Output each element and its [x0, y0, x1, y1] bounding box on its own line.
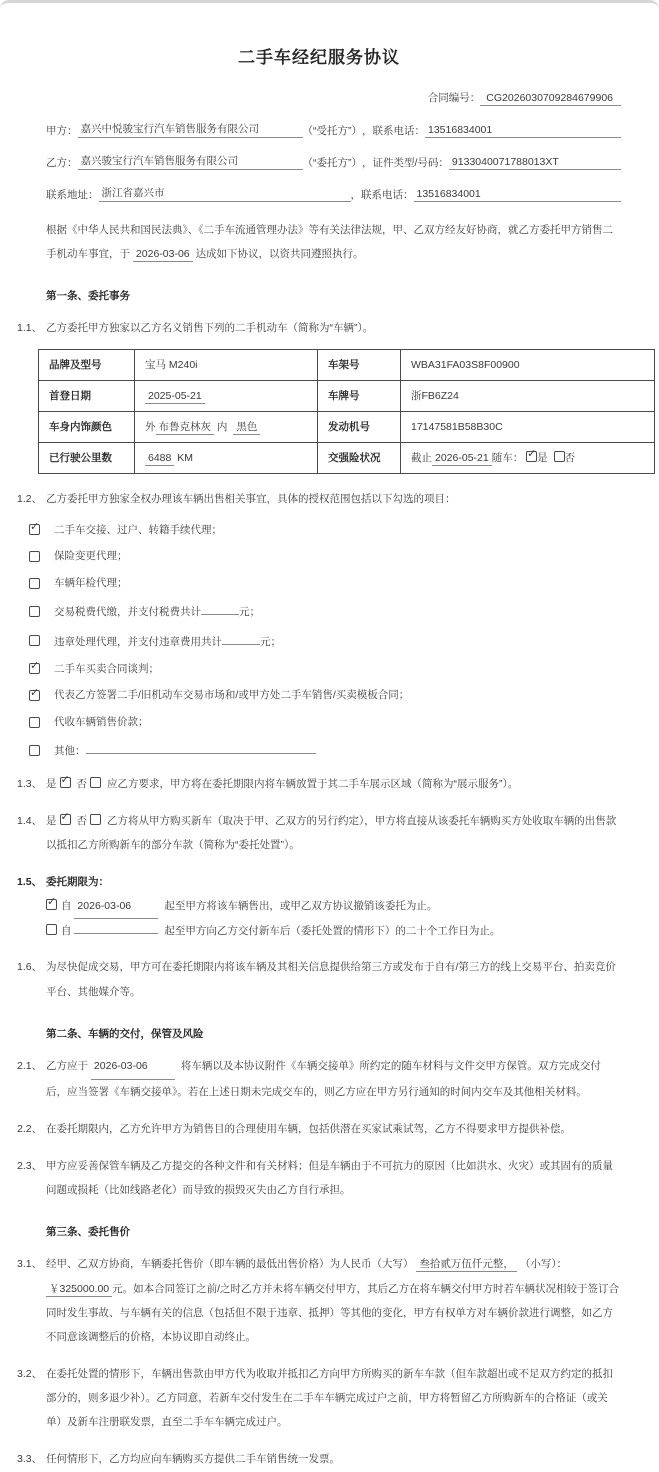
- intro-paragraph: [46, 218, 621, 266]
- insurance-suffix: 随车：: [491, 452, 524, 465]
- mileage-unit: KM: [177, 451, 194, 464]
- item-text-post: 元；: [239, 606, 260, 619]
- clause-text: 为尽快促成交易，甲方可在委托期限内将该车辆及其相关信息提供给第三方或发布于自有/第三方的线上交易平台、拍卖竞价平台、其他媒介等。: [46, 961, 616, 998]
- clause-3-3: [17, 1447, 621, 1471]
- clause-text: 乙方委托甲方独家全权办理该车辆出售相关事宜，具体的授权范围包括以下勾选的项目：: [46, 493, 456, 506]
- clause-text-pre: 经甲、乙双方协商，车辆委托售价（即车辆的最低出售价格）为人民币（大写）: [46, 1258, 414, 1271]
- clause-text-mid: （小写）：: [519, 1258, 568, 1271]
- table-row: [39, 443, 655, 474]
- engine-number-label: 发动机号: [318, 412, 401, 443]
- plate-number-label: 车牌号: [318, 381, 401, 412]
- clause-text: [46, 809, 621, 857]
- insurance-status-value: [401, 443, 655, 474]
- display-service-no-checkbox[interactable]: [90, 777, 101, 788]
- clause-text-post: 将车辆以及本协议附件《车辆交接单》所约定的随车材料与文件交甲方保管。双方完成交付后，应当签署《车辆交接单》。若在上述日期未完成交车的，则乙方应在甲方另行通知的时间内交车及其他相关材料。: [46, 1059, 601, 1098]
- insurance-no-label: 否: [564, 452, 576, 465]
- checklist-item-label: [54, 603, 260, 619]
- clause-number: 3.3、: [17, 1453, 43, 1466]
- item-text-pre: 违章处理代理，并支付违章费用共计: [54, 635, 222, 648]
- exterior-prefix: 外: [145, 420, 156, 433]
- interior-prefix: 内: [216, 420, 228, 433]
- item-text-pre: 其他：: [54, 745, 86, 758]
- clause-text: 乙方委托甲方独家以乙方名义销售下列的二手机动车（简称为“车辆”）。: [46, 322, 374, 335]
- agreement-date-field: 2026-03-06: [133, 248, 193, 262]
- collect-payment-checkbox[interactable]: [29, 717, 40, 728]
- clause-number: 3.2、: [17, 1368, 43, 1381]
- period-option-2-checkbox[interactable]: [46, 924, 57, 935]
- item-text-pre: 交易税费代缴，并支付税费共计: [54, 606, 201, 619]
- section-1-heading: 第一条、委托事务: [46, 290, 130, 303]
- clause-1-5: [17, 870, 621, 942]
- party-a-row: [46, 121, 621, 138]
- vin-label: 车架号: [318, 350, 401, 381]
- price-in-figures-field: ￥325000.00: [46, 1283, 112, 1297]
- contract-number-value: CG2026030709284679906: [480, 92, 621, 106]
- party-b-name-field: 嘉兴骏宝行汽车销售服务有限公司: [78, 153, 303, 170]
- sign-contract-checkbox[interactable]: [29, 690, 40, 701]
- handover-checkbox[interactable]: [29, 524, 40, 535]
- tax-amount-blank-field[interactable]: [201, 603, 239, 615]
- party-a-phone-label: ，联系电话：: [362, 125, 425, 137]
- clause-number: 1.4、: [17, 815, 43, 828]
- party-b-id-label: ，证件类型/号码：: [362, 157, 449, 169]
- party-a-phone-field: 13516834001: [425, 124, 621, 138]
- brand-model-label: 品牌及型号: [39, 350, 135, 381]
- table-row: [39, 412, 655, 443]
- checklist-item-insurance-change: [29, 550, 621, 563]
- other-checkbox[interactable]: [29, 745, 40, 756]
- checklist-item-tax-payment: [29, 603, 621, 619]
- clause-2-1: [17, 1054, 621, 1104]
- insurance-yes-label: 是: [537, 452, 548, 465]
- checklist-item-annual-inspection: [29, 577, 621, 590]
- clause-body-text: 应乙方要求，甲方将在委托期限内将车辆放置于其二手车展示区域（简称为“展示服务”）。: [107, 777, 519, 790]
- contract-number-label: 合同编号：: [427, 92, 481, 104]
- no-label: 否: [76, 815, 87, 828]
- authorization-checklist: [29, 524, 621, 758]
- other-blank-field[interactable]: [86, 742, 316, 754]
- clause-3-1: [17, 1252, 621, 1349]
- first-registration-value: [135, 381, 318, 412]
- insurance-status-label: 交强险状况: [318, 443, 401, 474]
- contact-phone-field: 13516834001: [414, 188, 622, 202]
- clause-text: [46, 1054, 621, 1104]
- option-text-pre: 自: [61, 900, 72, 913]
- clause-text: [46, 1252, 621, 1349]
- checklist-item-handover: [29, 524, 621, 537]
- first-registration-date-field: 2025-05-21: [145, 390, 205, 404]
- table-row: [39, 381, 655, 412]
- option-text-post: 起至甲方将该车辆售出，或甲乙双方协议撤销该委托为止。: [164, 900, 438, 913]
- party-b-label: 乙方：: [46, 157, 78, 169]
- contract-negotiation-checkbox[interactable]: [29, 663, 40, 674]
- clause-1-2: [17, 487, 621, 511]
- party-a-label: 甲方：: [46, 125, 78, 137]
- clause-text: 在委托处置的情形下，车辆出售款由甲方代为收取并抵扣乙方向甲方所购买的新车车款（但车款超出或不足双方约定的抵扣部分的，则多退少补）。乙方同意，若新车交付发生在二手车车辆完成过户之前，甲方将暂留乙方所购新车的合格证（或关单）及新车注册联发票，直至二手车车辆完成过户。: [46, 1368, 613, 1429]
- item-text-post: 元；: [260, 635, 281, 648]
- contact-address-row: [46, 185, 621, 202]
- violation-amount-blank-field[interactable]: [222, 633, 260, 645]
- intro-text-pre: 根据《中华人民共和国民法典》、《二手车流通管理办法》等有关法律法规，甲、乙双方经友好协商，就乙方委托甲方销售二手机动车事宜，于: [46, 224, 613, 261]
- color-label: 车身内饰颜色: [39, 412, 135, 443]
- checklist-item-label: 保险变更代理；: [54, 550, 128, 563]
- intro-text-post: 达成如下协议，以资共同遵照执行。: [195, 248, 364, 261]
- yes-label: 是: [46, 777, 57, 790]
- section-3-heading: 第三条、委托售价: [46, 1226, 130, 1239]
- entrusted-disposal-no-checkbox[interactable]: [90, 814, 101, 825]
- clause-text-post: 元。如本合同签订之前/之时乙方并未将车辆交付甲方，其后乙方在将车辆交付甲方时若车辆状况相较于签订合同时发生事故、与车辆有关的信息（包括但不限于违章、抵押）等其他的变化，甲方有权单方对车辆价款进行调整，如乙方不同意该调整后的价格，本协议即自动终止。: [46, 1282, 620, 1343]
- checklist-item-contract-negotiation: [29, 663, 621, 676]
- checklist-item-violation-handling: [29, 633, 621, 649]
- checklist-item-label: [54, 633, 281, 649]
- insurance-prefix: 截止: [411, 452, 432, 465]
- insurance-change-checkbox[interactable]: [29, 551, 40, 562]
- insurance-yes-checkbox[interactable]: [526, 451, 537, 462]
- clause-1-4: [17, 809, 621, 857]
- clause-text: 在委托期限内，乙方允许甲方为销售目的合理使用车辆，包括供潜在买家试乘试驾，乙方不得要求甲方提供补偿。: [46, 1123, 571, 1136]
- party-b-role: （“委托方”）: [302, 157, 362, 169]
- mileage-label: 已行驶公里数: [39, 443, 135, 474]
- tax-payment-checkbox[interactable]: [29, 606, 40, 617]
- brand-model-value: 宝马 M240i: [135, 350, 318, 381]
- period-start-date-field: 2026-03-06: [74, 896, 158, 919]
- clause-number: 1.5、: [17, 876, 43, 889]
- clause-text-pre: 乙方应于: [46, 1059, 88, 1072]
- engine-number-value: 17147581B58B30C: [401, 412, 655, 443]
- clause-text: 任何情形下，乙方均应向车辆购买方提供二手车销售统一发票。: [46, 1453, 340, 1466]
- clause-text: [46, 870, 621, 942]
- party-b-id-field: 9133040071788013XT: [449, 156, 621, 170]
- clause-number: 1.1、: [17, 322, 43, 335]
- party-b-row: [46, 153, 621, 170]
- clause-number: 1.2、: [17, 493, 43, 506]
- entrusted-disposal-yes-checkbox[interactable]: [60, 814, 71, 825]
- contract-number-row: [17, 90, 621, 106]
- insurance-date-field: 2026-05-21: [432, 452, 492, 466]
- checklist-item-collect-payment: [29, 716, 621, 729]
- checklist-item-label: [54, 742, 316, 758]
- clause-2-2: [17, 1117, 621, 1141]
- table-row: [39, 350, 655, 381]
- yes-label: 是: [46, 815, 57, 828]
- contact-address-field: 浙江省嘉兴市: [99, 185, 351, 202]
- clause-1-1: [17, 316, 621, 340]
- interior-color-field: 黑色: [233, 421, 260, 435]
- price-in-words-field: 叁拾贰万伍仟元整，: [416, 1258, 517, 1272]
- document-title: 二手车经纪服务协议: [238, 48, 400, 67]
- period-start-date-blank-field[interactable]: [74, 932, 158, 934]
- clause-3-2: [17, 1362, 621, 1434]
- checklist-item-label: 车辆年检代理；: [54, 576, 128, 589]
- no-label: 否: [76, 777, 87, 790]
- mileage-field: 6488: [145, 452, 174, 466]
- annual-inspection-checkbox[interactable]: [29, 578, 40, 589]
- clause-2-3: [17, 1154, 621, 1202]
- clause-number: 2.2、: [17, 1123, 43, 1136]
- color-value: [135, 412, 318, 443]
- clause-number: 3.1、: [17, 1258, 43, 1271]
- clause-text: [46, 772, 621, 796]
- checklist-item-label: 代收车辆销售价款；: [54, 715, 149, 728]
- option-text-post: 起至甲方向乙方交付新车后（委托处置的情形下）的二十个工作日为止。: [164, 925, 501, 938]
- entrust-period-option-2: [46, 921, 621, 942]
- clause-number: 1.3、: [17, 777, 43, 790]
- insurance-no-checkbox[interactable]: [554, 451, 565, 462]
- clause-number: 1.6、: [17, 961, 43, 974]
- checklist-item-label: 二手车交接、过户、转籍手续代理；: [54, 523, 222, 536]
- party-a-role: （“受托方”）: [302, 125, 362, 137]
- section-2-heading: 第二条、车辆的交付，保管及风险: [46, 1027, 204, 1040]
- vehicle-info-table: [38, 349, 655, 474]
- checklist-item-sign-contract: [29, 689, 621, 702]
- clause-body-text: 乙方将从甲方购买新车（取决于甲、乙双方的另行约定），甲方将直接从该委托车辆购买方处收取车辆的出售款以抵扣乙方所购新车的部分车款（简称为“委托处置”）。: [46, 815, 617, 852]
- clause-text: 甲方应妥善保管车辆及乙方提交的各种文件和有关材料；但是车辆由于不可抗力的原因（比如洪水、火灾）或其固有的质量问题或损耗（比如线路老化）而导致的损毁灭失由乙方自行承担。: [46, 1160, 613, 1197]
- clause-1-3: [17, 772, 621, 796]
- entrust-period-option-1: [46, 896, 621, 919]
- display-service-yes-checkbox[interactable]: [60, 777, 71, 788]
- clause-1-6: [17, 955, 621, 1003]
- vin-value: WBA31FA03S8F00900: [401, 350, 655, 381]
- delivery-date-field: 2026-03-06: [91, 1054, 175, 1080]
- checklist-item-other: [29, 742, 621, 758]
- clause-number: 2.3、: [17, 1160, 43, 1173]
- contact-address-label: 联系地址：: [46, 189, 99, 201]
- clause-number: 2.1、: [17, 1059, 43, 1072]
- contact-phone-label: ，联系电话：: [350, 189, 414, 201]
- mileage-value: [135, 443, 318, 474]
- period-option-1-checkbox[interactable]: [46, 899, 57, 910]
- entrust-period-label: 委托期限为：: [46, 876, 109, 889]
- first-registration-label: 首登日期: [39, 381, 135, 412]
- checklist-item-label: 代表乙方签署二手/旧机动车交易市场和/或甲方处二手车销售/买卖模板合同；: [54, 689, 410, 702]
- checklist-item-label: 二手车买卖合同谈判；: [54, 662, 159, 675]
- violation-handling-checkbox[interactable]: [29, 635, 40, 646]
- party-a-name-field: 嘉兴中悦骏宝行汽车销售服务有限公司: [78, 121, 303, 138]
- plate-number-value: 浙FB6Z24: [401, 381, 655, 412]
- option-text-pre: 自: [61, 925, 72, 938]
- exterior-color-field: 布鲁克林灰: [156, 421, 215, 435]
